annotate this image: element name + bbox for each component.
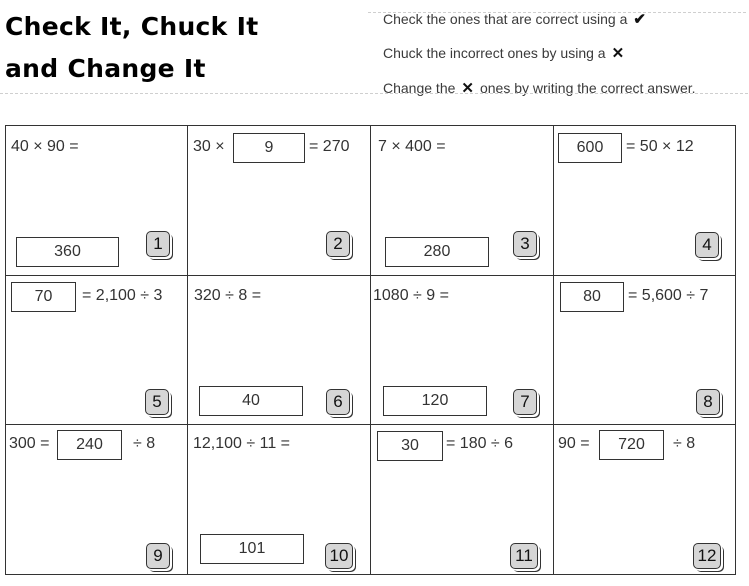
problem-2-answer-box[interactable]: 9: [233, 133, 305, 163]
instruction-change-suffix: ones by writing the correct answer.: [479, 80, 696, 96]
problem-cell-11: [371, 425, 554, 575]
problem-11-number-badge: 11: [510, 543, 538, 569]
problem-cell-3: [371, 126, 554, 276]
problem-6-number-badge: 6: [326, 389, 350, 415]
problem-3-number-badge: 3: [513, 231, 537, 257]
problem-1-answer-box[interactable]: 360: [16, 237, 119, 267]
instruction-chuck: [383, 44, 630, 62]
instruction-check-text: Check the ones that are correct using a: [383, 11, 628, 27]
problem-8-expression: = 5,600 ÷ 7: [628, 287, 709, 304]
problem-6-expression: 320 ÷ 8 =: [194, 287, 262, 304]
problem-cell-4: [554, 126, 736, 276]
header-divider-bottom: [0, 93, 748, 94]
problem-1-number-badge: 1: [146, 231, 170, 257]
worksheet-header: [0, 0, 749, 98]
problem-cell-6: [188, 276, 371, 425]
problem-10-answer-box[interactable]: 101: [200, 534, 304, 564]
problem-12-expression-left: 90 =: [558, 435, 590, 452]
problem-12-expression-right: ÷ 8: [673, 435, 696, 452]
cross-icon: ✕: [461, 80, 474, 97]
problem-cell-9: [6, 425, 188, 575]
problem-4-answer-box[interactable]: 600: [558, 133, 622, 163]
problem-3-answer-box[interactable]: 280: [385, 237, 489, 267]
problem-5-answer-box[interactable]: 70: [11, 282, 76, 312]
problem-2-expression-right: = 270: [309, 138, 350, 155]
problem-7-answer-box[interactable]: 120: [383, 386, 487, 416]
title-line-1: Check It, Chuck It: [5, 12, 259, 41]
problem-9-expression-left: 300 =: [9, 435, 50, 452]
problem-cell-10: [188, 425, 371, 575]
problem-cell-5: [6, 276, 188, 425]
problem-7-expression: 1080 ÷ 9 =: [373, 287, 449, 304]
problem-cell-1: [6, 126, 188, 276]
problem-4-number-badge: 4: [695, 232, 719, 258]
cross-icon: ✕: [611, 45, 625, 62]
problem-1-expression: 40 × 90 =: [11, 138, 79, 155]
instruction-chuck-text: Chuck the incorrect ones by using a: [383, 45, 606, 61]
problem-8-answer-box[interactable]: 80: [560, 282, 624, 312]
problem-cell-12: [554, 425, 736, 575]
instruction-check: [383, 10, 652, 28]
problem-3-expression: 7 × 400 =: [378, 138, 446, 155]
problem-11-answer-box[interactable]: 30: [377, 431, 443, 461]
problem-9-answer-box[interactable]: 240: [57, 430, 122, 460]
instruction-change-prefix: Change the: [383, 80, 456, 96]
problem-9-number-badge: 9: [146, 543, 170, 569]
check-icon: ✔: [633, 11, 646, 28]
problem-12-answer-box[interactable]: 720: [599, 430, 664, 460]
problem-5-expression: = 2,100 ÷ 3: [82, 287, 163, 304]
problem-cell-7: [371, 276, 554, 425]
problem-11-expression: = 180 ÷ 6: [446, 435, 514, 452]
problem-9-expression-right: ÷ 8: [133, 435, 156, 452]
instruction-change: [383, 79, 696, 97]
problem-8-number-badge: 8: [696, 389, 720, 415]
problem-cell-8: [554, 276, 736, 425]
problem-7-number-badge: 7: [513, 389, 537, 415]
problem-12-number-badge: 12: [693, 543, 721, 569]
problem-10-expression: 12,100 ÷ 11 =: [193, 435, 291, 452]
problem-4-expression: = 50 × 12: [626, 138, 694, 155]
problem-cell-2: [188, 126, 371, 276]
problem-10-number-badge: 10: [325, 543, 353, 569]
title-line-2: and Change It: [5, 54, 206, 83]
problem-2-expression-left: 30 ×: [193, 138, 225, 155]
problem-6-answer-box[interactable]: 40: [199, 386, 303, 416]
problem-5-number-badge: 5: [145, 389, 169, 415]
problem-grid: [5, 125, 736, 575]
problem-2-number-badge: 2: [326, 231, 350, 257]
